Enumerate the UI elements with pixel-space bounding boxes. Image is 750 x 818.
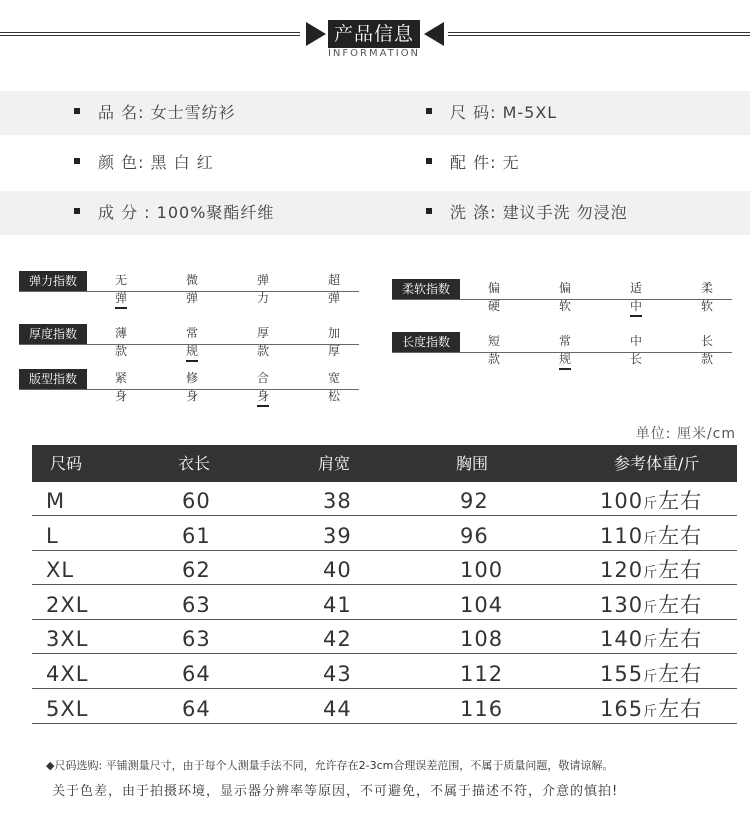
weight-unit: 斤 — [643, 669, 659, 685]
cell-shoulder: 44 — [323, 696, 352, 721]
index-label: 弹力指数 — [19, 271, 87, 291]
index-option: 超弹 — [328, 273, 341, 305]
weight-approx: 左右 — [658, 627, 703, 652]
index-option: 厚款 — [257, 326, 270, 358]
section-subtitle: INFORMATION — [327, 48, 421, 59]
index-label: 长度指数 — [392, 332, 460, 352]
info-row-2 — [0, 141, 750, 185]
color-note: 关于色差，由于拍摄环境，显示器分辨率等原因，不可避免，不属于描述不符，介意的慎拍! — [52, 784, 619, 799]
cell-chest: 108 — [460, 627, 504, 652]
index-option: 宽松 — [328, 371, 341, 403]
cell-weight — [600, 551, 702, 585]
index-option-selected: 适中 — [630, 279, 642, 317]
header-length: 衣长 — [178, 454, 211, 473]
cell-chest: 92 — [460, 489, 489, 513]
cell-weight — [600, 482, 702, 516]
header-ribbon-right — [424, 22, 444, 46]
index-option: 薄款 — [115, 326, 128, 358]
cell-shoulder: 40 — [323, 558, 352, 583]
weight-value: 140 — [600, 627, 644, 652]
index-option-selected: 常规 — [559, 332, 571, 370]
info-row-3 — [0, 191, 750, 235]
unit-label: 单位: 厘米/cm — [635, 426, 736, 442]
cell-length: 62 — [182, 558, 211, 583]
index-option: 弹力 — [257, 273, 270, 305]
cell-length: 60 — [182, 489, 211, 513]
size-table-header — [32, 445, 737, 482]
cell-shoulder: 39 — [323, 523, 352, 548]
index-option: 偏硬 — [488, 281, 501, 313]
index-option: 微弹 — [186, 273, 199, 305]
weight-unit: 斤 — [643, 703, 659, 720]
info-size: 尺 码: M-5XL — [426, 91, 557, 135]
header-chest: 胸围 — [456, 454, 489, 473]
cell-shoulder: 42 — [323, 627, 352, 652]
weight-value: 165 — [600, 696, 644, 721]
cell-size: M — [46, 489, 66, 513]
bullet-square-icon — [74, 108, 80, 114]
header-weight: 参考体重/斤 — [614, 454, 700, 473]
weight-approx: 左右 — [658, 523, 703, 548]
weight-approx: 左右 — [658, 558, 703, 583]
section-title: 产品信息 — [328, 20, 420, 48]
measure-note: ◆尺码选购: 平铺测量尺寸，由于每个人测量手法不同，允许存在2-3cm合理误差范围，不属于质量问题，敬请谅解。 — [46, 759, 614, 772]
index-option-selected: 合身 — [257, 369, 269, 407]
bullet-square-icon — [426, 108, 432, 114]
index-option-selected: 无弹 — [115, 271, 127, 309]
index-option: 柔软 — [701, 281, 714, 313]
table-row — [32, 655, 737, 689]
index-option: 紧身 — [115, 371, 128, 403]
weight-unit: 斤 — [643, 599, 659, 616]
cell-chest: 96 — [460, 523, 489, 548]
cell-chest: 112 — [460, 662, 504, 686]
index-option: 加厚 — [328, 326, 341, 358]
weight-value: 155 — [600, 662, 644, 686]
index-label: 柔软指数 — [392, 279, 460, 299]
index-label: 版型指数 — [19, 369, 87, 389]
cell-size: 4XL — [46, 662, 89, 686]
weight-value: 110 — [600, 523, 644, 548]
weight-unit: 斤 — [643, 530, 659, 547]
table-row — [32, 620, 737, 654]
cell-length: 63 — [182, 627, 211, 652]
header-shoulder: 肩宽 — [318, 454, 351, 473]
header-line-left — [0, 32, 300, 36]
weight-unit: 斤 — [643, 496, 659, 512]
header-line-right — [448, 32, 750, 36]
weight-approx: 左右 — [658, 489, 703, 513]
info-wash: 洗 涤: 建议手洗 勿浸泡 — [426, 191, 628, 235]
index-option: 长款 — [701, 334, 714, 366]
bullet-square-icon — [74, 158, 80, 164]
cell-shoulder: 43 — [323, 662, 352, 686]
cell-size: XL — [46, 558, 75, 583]
weight-approx: 左右 — [658, 696, 703, 721]
bullet-square-icon — [74, 208, 80, 214]
index-label: 厚度指数 — [19, 324, 87, 344]
cell-length: 63 — [182, 592, 211, 617]
info-material: 成 分 : 100%聚酯纤维 — [74, 191, 274, 235]
cell-length: 64 — [182, 662, 211, 686]
info-parts: 配 件: 无 — [426, 141, 520, 185]
cell-chest: 116 — [460, 696, 504, 721]
table-row — [32, 586, 737, 620]
weight-unit: 斤 — [643, 634, 659, 651]
index-option: 偏软 — [559, 281, 572, 313]
bullet-square-icon — [426, 208, 432, 214]
index-option-selected: 常规 — [186, 324, 198, 362]
info-name: 品 名: 女士雪纺衫 — [74, 91, 236, 135]
cell-size: 5XL — [46, 696, 89, 721]
cell-weight — [600, 517, 702, 551]
weight-approx: 左右 — [658, 592, 703, 617]
cell-shoulder: 41 — [323, 592, 352, 617]
cell-size: 3XL — [46, 627, 89, 652]
header-ribbon-left — [306, 22, 326, 46]
cell-weight — [600, 690, 702, 724]
table-row — [32, 482, 737, 516]
weight-value: 100 — [600, 489, 644, 513]
cell-chest: 104 — [460, 592, 504, 617]
index-option: 修身 — [186, 371, 199, 403]
info-color: 颜 色: 黑 白 红 — [74, 141, 214, 185]
cell-size: L — [46, 523, 59, 548]
table-row — [32, 551, 737, 585]
cell-length: 61 — [182, 523, 211, 548]
bullet-square-icon — [426, 158, 432, 164]
cell-weight — [600, 586, 702, 620]
table-row — [32, 690, 737, 724]
header-size: 尺码 — [50, 454, 83, 473]
cell-weight — [600, 620, 702, 654]
info-row-1 — [0, 91, 750, 135]
weight-approx: 左右 — [658, 662, 703, 686]
index-option: 短款 — [488, 334, 501, 366]
weight-unit: 斤 — [643, 565, 659, 582]
weight-value: 130 — [600, 592, 644, 617]
weight-value: 120 — [600, 558, 644, 583]
cell-weight — [600, 655, 702, 689]
cell-shoulder: 38 — [323, 489, 352, 513]
cell-chest: 100 — [460, 558, 504, 583]
cell-size: 2XL — [46, 592, 89, 617]
index-option: 中长 — [630, 334, 643, 366]
table-row — [32, 517, 737, 551]
cell-length: 64 — [182, 696, 211, 721]
